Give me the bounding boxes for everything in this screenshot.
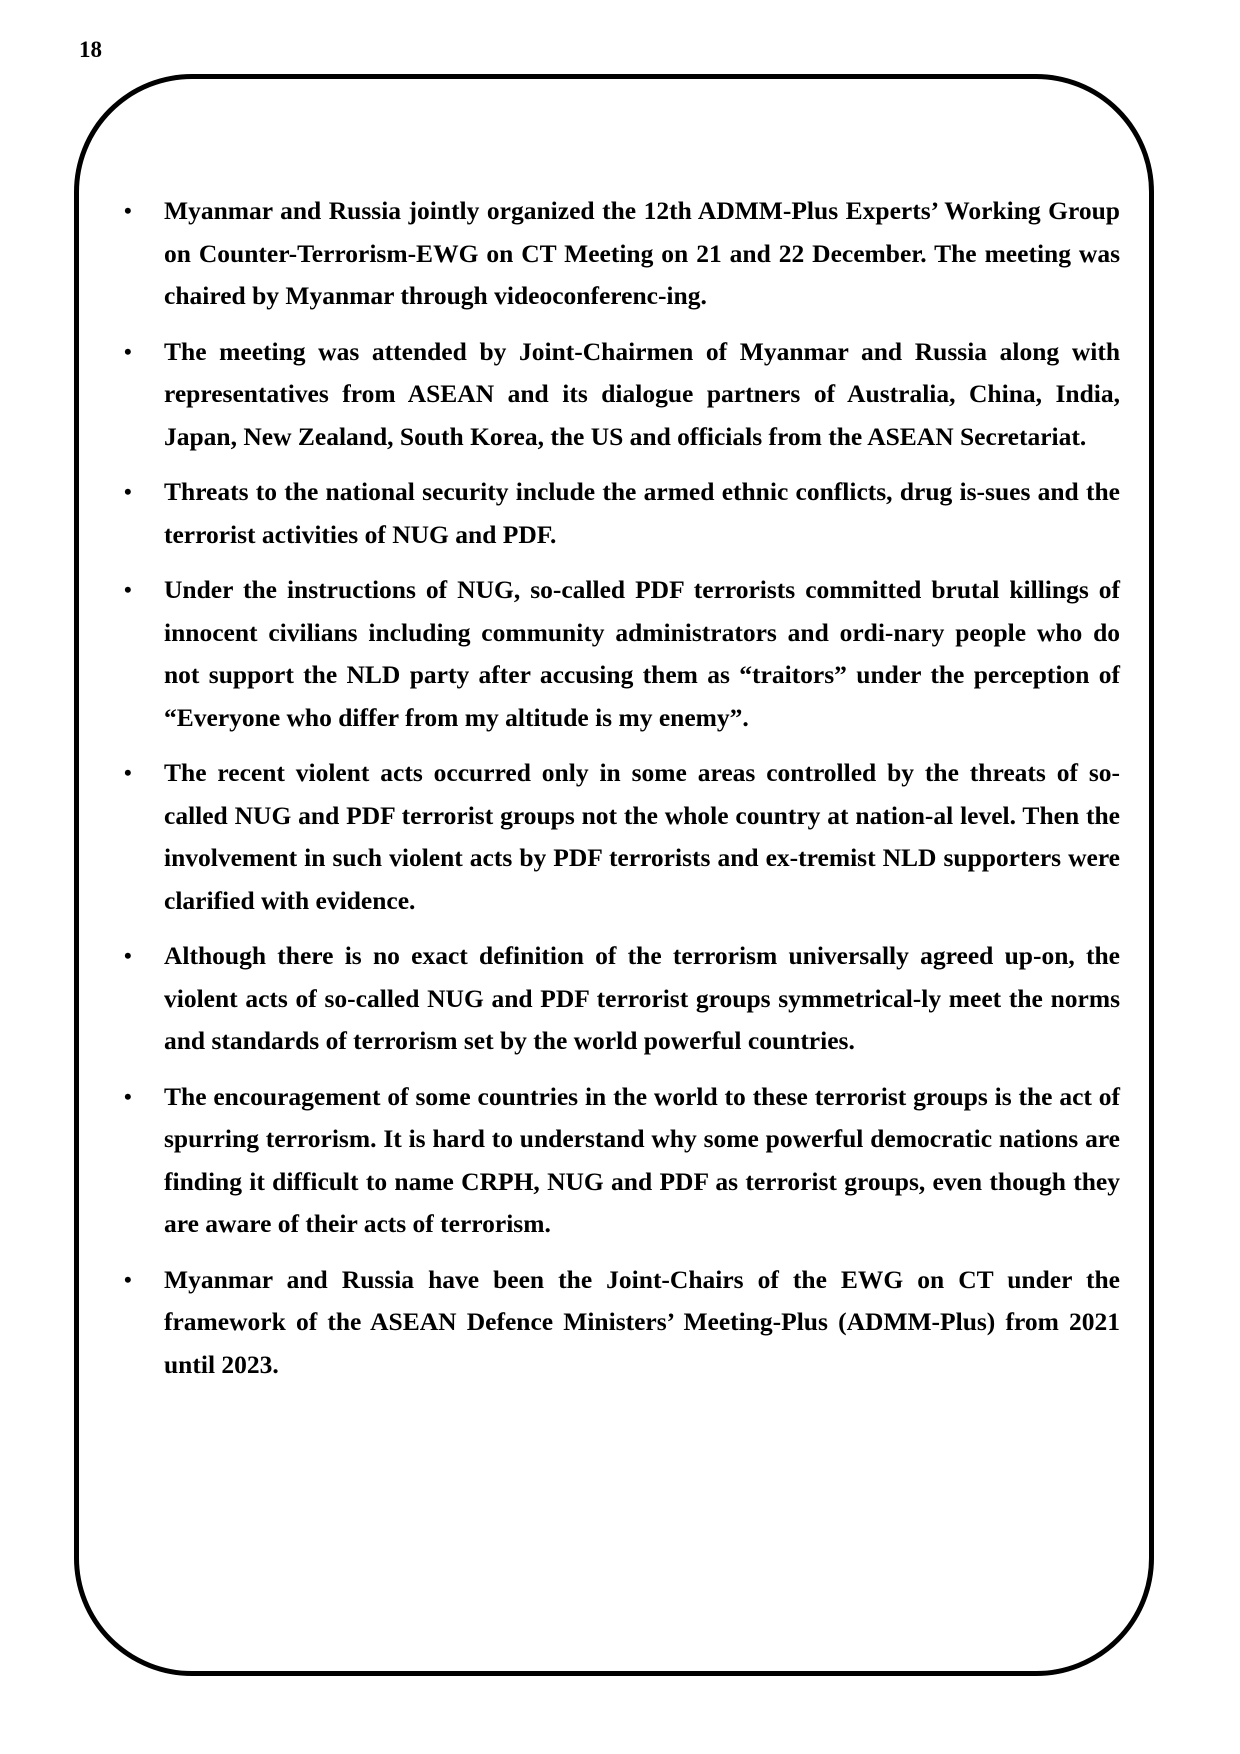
- list-item-text: Threats to the national security include the armed ethnic conflicts, drug is-sues and the terrorist activities of NUG and PDF.: [164, 477, 1120, 549]
- list-item-text: The meeting was attended by Joint-Chairmen of Myanmar and Russia along with representatives from ASEAN and its dialogue partners of Australia, China, India, Japan, New Zealand, South Korea, the US and officials from the ASEAN Secretariat.: [164, 336, 1120, 451]
- list-item: [120, 190, 1120, 318]
- list-item-text: Although there is no exact definition of the terrorism universally agreed up-on, the violent acts of so-called NUG and PDF terrorist groups symmetrical-ly meet the norms and standards of terrorism set by the world powerful countries.: [164, 941, 1120, 1055]
- bullet-icon: •: [124, 479, 132, 504]
- list-item-text: Myanmar and Russia have been the Joint-Chairs of the EWG on CT under the framework of the ASEAN Defence Ministers’ Meeting-Plus (ADMM-Plus) from 2021 until 2023.: [164, 1264, 1120, 1379]
- list-item: [120, 471, 1120, 556]
- bullet-icon: •: [124, 338, 132, 364]
- bullet-icon: •: [124, 1266, 132, 1292]
- list-item-text: Under the instructions of NUG, so-called PDF terrorists committed brutal killings of innocent civilians including community administrators and ordi-nary people who do not support the NLD party after accusing them as “traitors” under the perception of “Everyone who differ from my altitude is my enemy”.: [164, 575, 1120, 732]
- list-item: [120, 752, 1120, 922]
- list-item: [120, 935, 1120, 1063]
- list-item: [120, 1259, 1120, 1387]
- list-item: [120, 569, 1120, 739]
- bullet-icon: •: [124, 1083, 132, 1109]
- bullet-icon: •: [124, 198, 132, 223]
- bullet-list: [120, 190, 1120, 1399]
- bullet-icon: •: [124, 943, 132, 968]
- list-item-text: Myanmar and Russia jointly organized the 12th ADMM-Plus Experts’ Working Group on Counter-Terrorism-EWG on CT Meeting on 21 and 22 December. The meeting was chaired by Myanmar through videoconferenc-ing.: [164, 196, 1120, 310]
- list-item-text: The encouragement of some countries in the world to these terrorist groups is the act of spurring terrorism. It is hard to understand why some powerful democratic nations are finding it difficult to name CRPH, NUG and PDF as terrorist groups, even though they are aware of their acts of terrorism.: [164, 1081, 1120, 1238]
- bullet-icon: •: [124, 577, 132, 602]
- page-number: 18: [79, 37, 102, 62]
- bullet-icon: •: [124, 760, 132, 785]
- list-item-text: The recent violent acts occurred only in some areas controlled by the threats of so-called NUG and PDF terrorist groups not the whole country at nation-al level. Then the involvement in such violent acts by PDF terrorists and ex-tremist NLD supporters were clarified with evidence.: [164, 758, 1120, 915]
- list-item: [120, 1076, 1120, 1246]
- list-item: [120, 331, 1120, 459]
